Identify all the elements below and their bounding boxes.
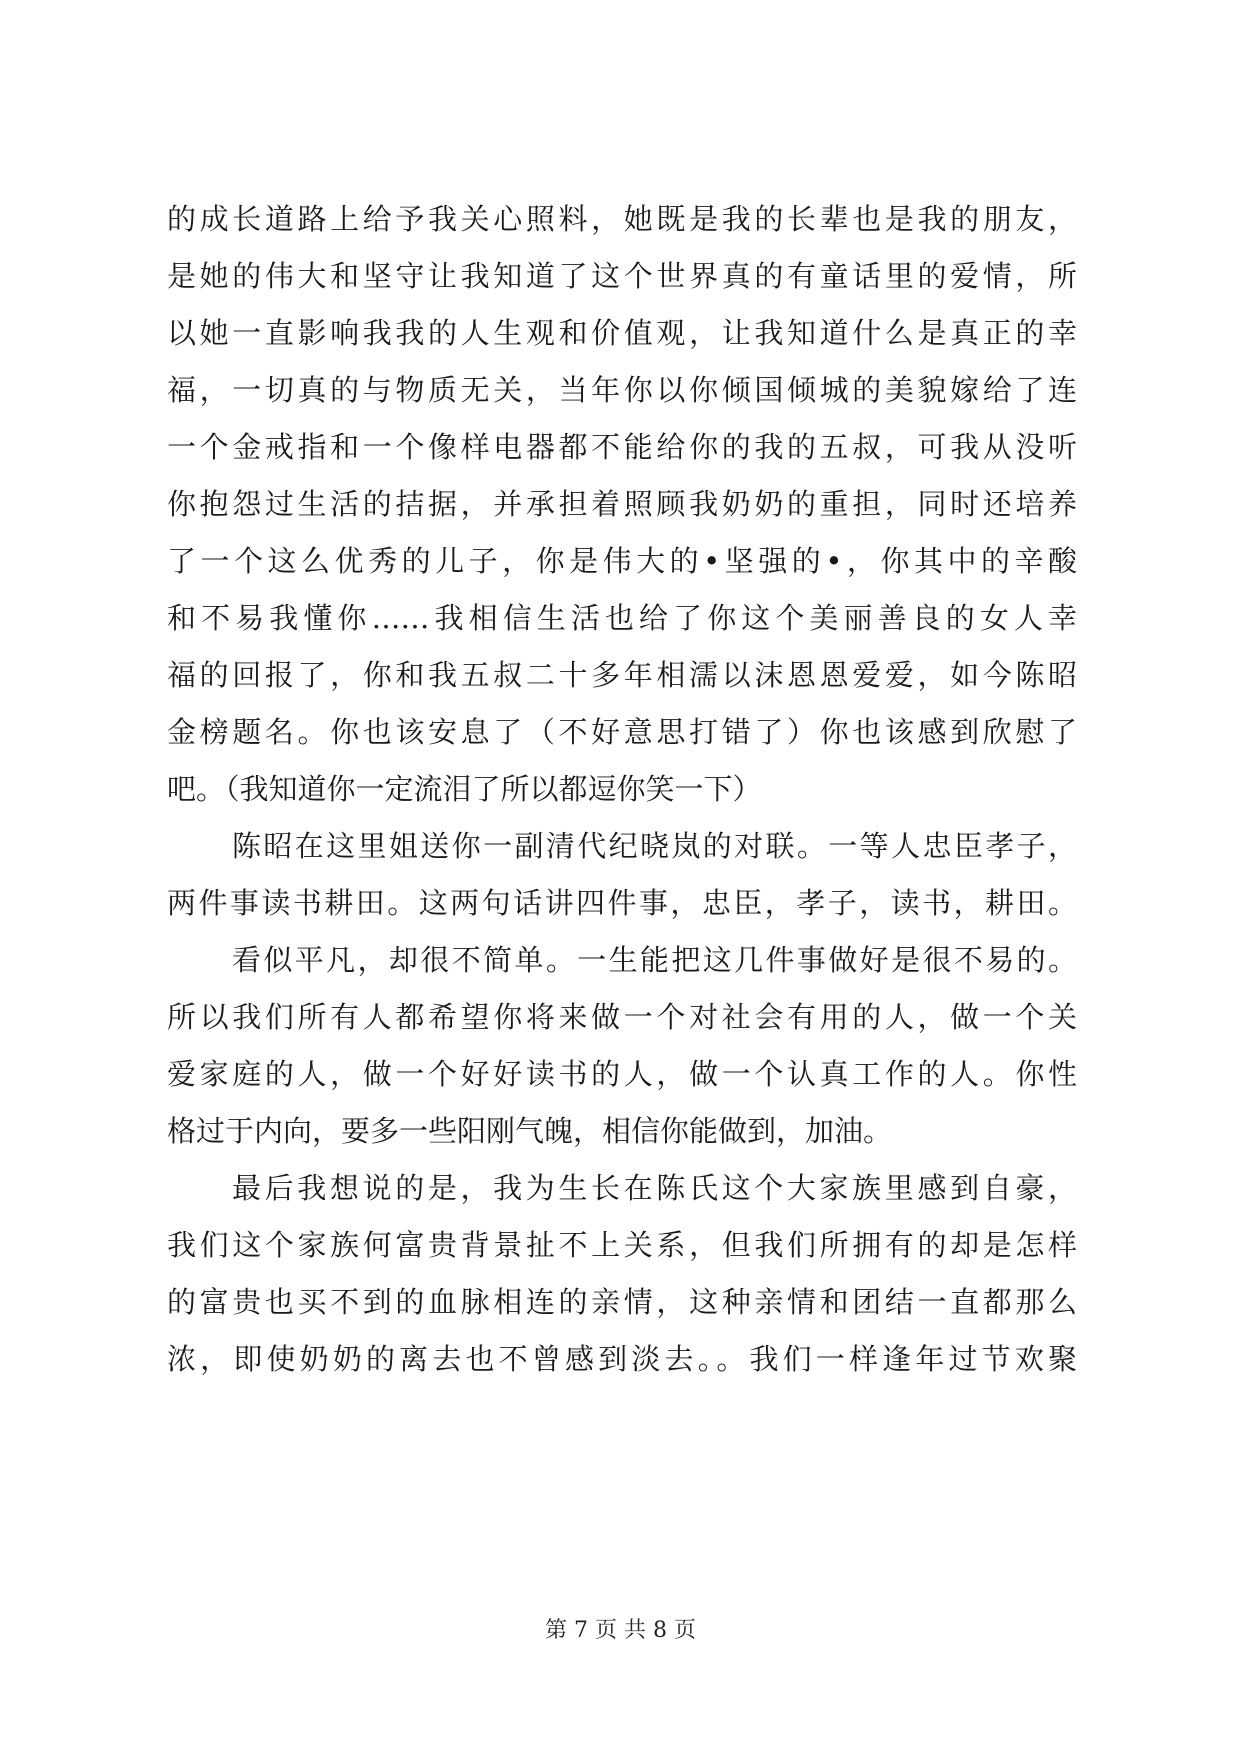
text-line: 浓，即使奶奶的离去也不曾感到淡去。。我们一样逢年过节欢聚	[167, 1342, 1077, 1376]
paragraph-first-line: 最后我想说的是，我为生长在陈氏这个大家族里感到自豪，	[232, 1171, 1077, 1205]
paragraph-first-line: 陈昭在这里姐送你一副清代纪晓岚的对联。一等人忠臣孝子，	[232, 829, 1077, 863]
text-line: 吧。（我知道你一定流泪了所以都逗你笑一下）	[167, 772, 762, 806]
paragraph-first-line: 看似平凡，却很不简单。一生能把这几件事做好是很不易的。	[232, 943, 1077, 977]
text-line: 福的回报了，你和我五叔二十多年相濡以沫恩恩爱爱，如今陈昭	[167, 658, 1077, 692]
text-line: 是她的伟大和坚守让我知道了这个世界真的有童话里的爱情，所	[167, 259, 1077, 293]
text-line: 的成长道路上给予我关心照料，她既是我的长辈也是我的朋友，	[167, 202, 1077, 236]
text-line: 格过于内向，要多一些阳刚气魄，相信你能做到，加油。	[167, 1114, 893, 1148]
text-line: 所以我们所有人都希望你将来做一个对社会有用的人，做一个关	[167, 1000, 1077, 1034]
text-line: 一个金戒指和一个像样电器都不能给你的我的五叔，可我从没听	[167, 430, 1077, 464]
text-line: 两件事读书耕田。这两句话讲四件事，忠臣，孝子，读书，耕田。	[167, 886, 1077, 920]
text-line: 我们这个家族何富贵背景扯不上关系，但我们所拥有的却是怎样	[167, 1228, 1077, 1262]
text-line: 福，一切真的与物质无关，当年你以你倾国倾城的美貌嫁给了连	[167, 373, 1077, 407]
page-footer: 第 7 页 共 8 页	[545, 1618, 696, 1643]
text-line: 你抱怨过生活的拮据，并承担着照顾我奶奶的重担，同时还培养	[167, 487, 1077, 521]
text-line: 爱家庭的人，做一个好好读书的人，做一个认真工作的人。你性	[167, 1057, 1077, 1091]
text-line: 和不易我懂你……我相信生活也给了你这个美丽善良的女人幸	[167, 601, 1077, 635]
text-line: 了一个这么优秀的儿子，你是伟大的•坚强的•，你其中的辛酸	[167, 544, 1077, 578]
text-line: 金榜题名。你也该安息了（不好意思打错了）你也该感到欣慰了	[167, 715, 1077, 749]
text-line: 以她一直影响我我的人生观和价值观，让我知道什么是真正的幸	[167, 316, 1077, 350]
text-line: 的富贵也买不到的血脉相连的亲情，这种亲情和团结一直都那么	[167, 1285, 1077, 1319]
